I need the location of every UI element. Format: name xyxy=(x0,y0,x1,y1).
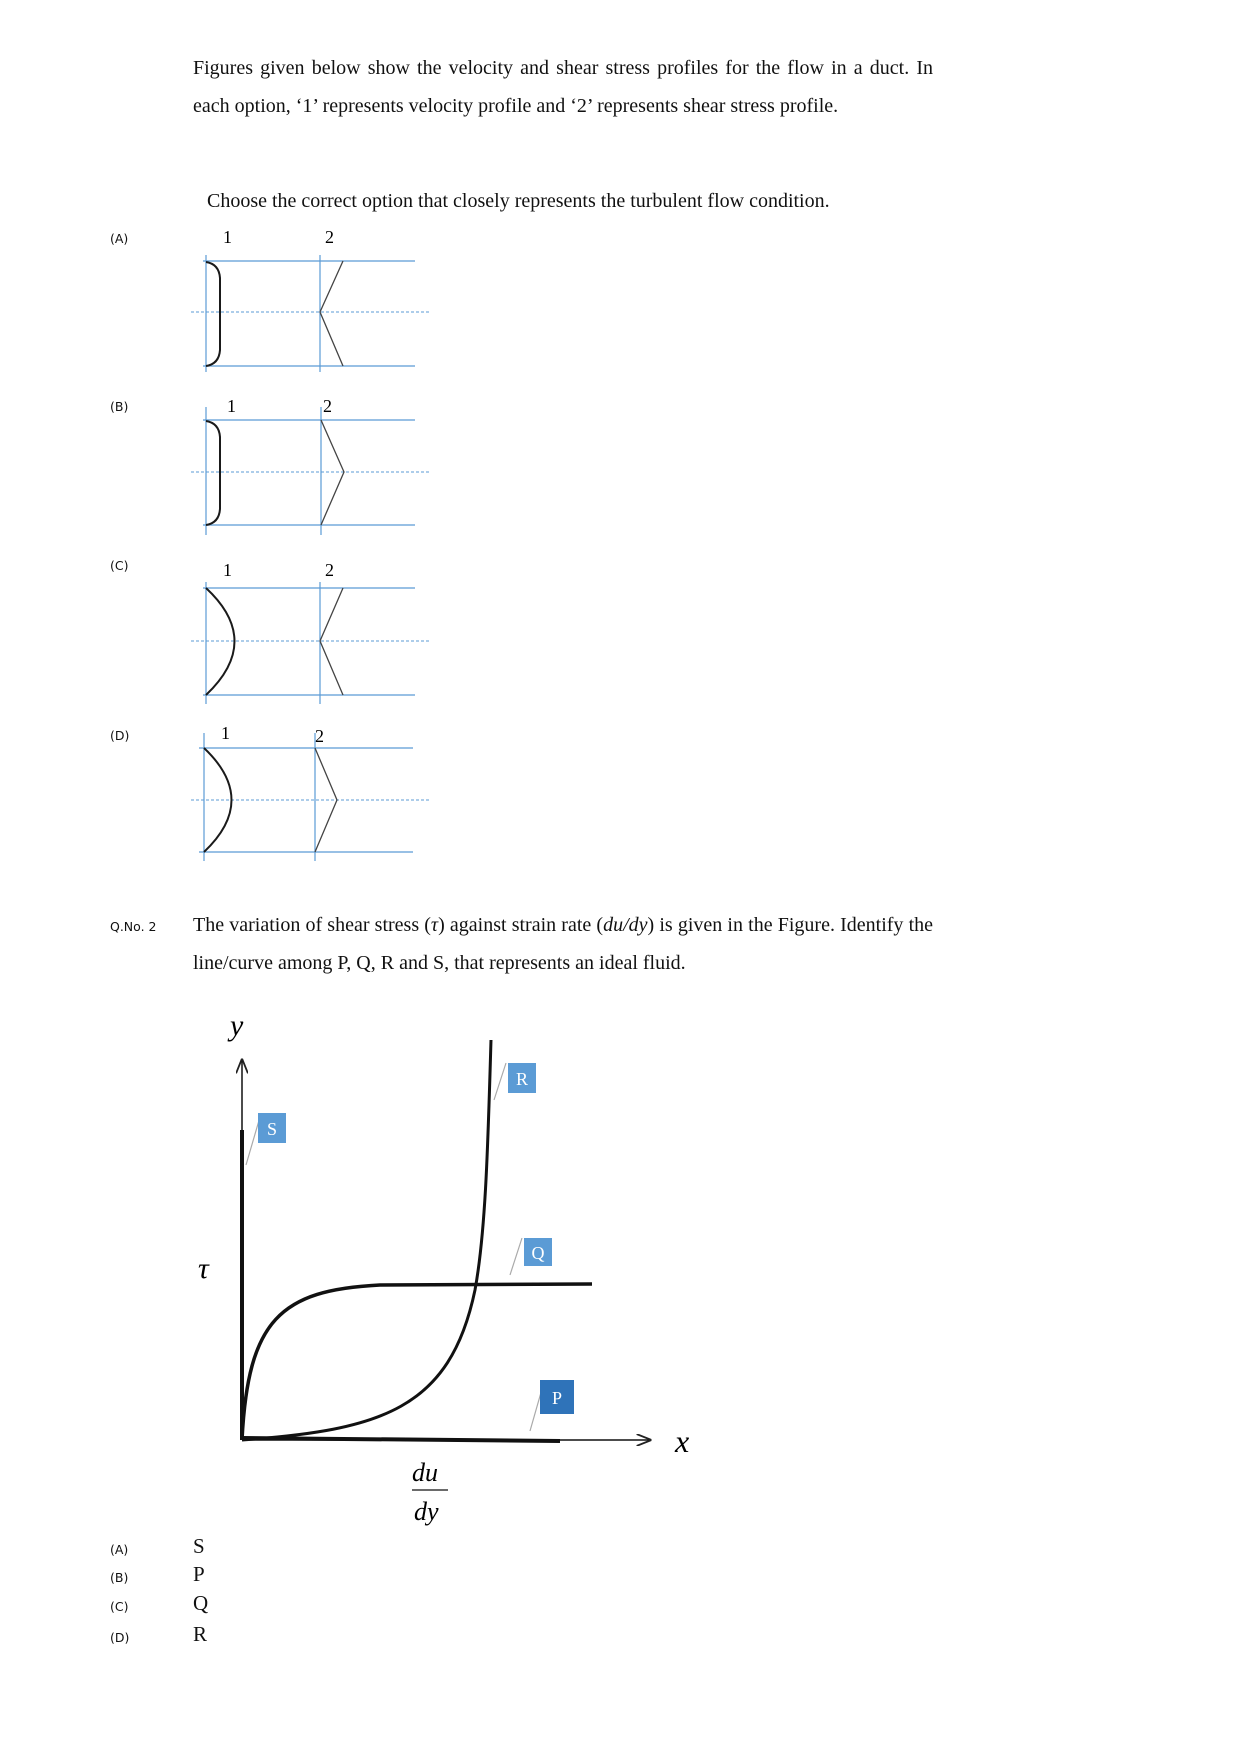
q2-number: Q.No. 2 xyxy=(110,919,157,934)
q1-option-d-label: (D) xyxy=(110,728,130,743)
shear-profile-number: 2 xyxy=(315,726,324,746)
shear-profile-number: 2 xyxy=(325,227,334,247)
q1-option-c-figure xyxy=(185,548,445,708)
q1-option-b-label: (B) xyxy=(110,399,129,414)
shear-profile-number: 2 xyxy=(323,396,332,416)
q2-option-a-value: S xyxy=(193,1534,205,1558)
velocity-profile-number: 1 xyxy=(227,396,236,416)
curve-q-line xyxy=(242,1284,592,1440)
curve-s-label xyxy=(258,1113,286,1143)
q1-option-a-figure xyxy=(185,220,445,380)
q1-option-c-label: (C) xyxy=(110,558,129,573)
velocity-profile-1 xyxy=(206,262,220,366)
q2-option-b-label: (B) xyxy=(110,1570,129,1585)
q2-option-d-label: (D) xyxy=(110,1630,130,1645)
dy-label: dy xyxy=(414,1497,439,1526)
x-axis-label: x xyxy=(675,1423,690,1459)
y-axis-label: y xyxy=(230,1009,244,1042)
r-leader xyxy=(494,1063,506,1100)
q1-instruction: Choose the correct option that closely represents the turbulent flow condition. xyxy=(207,190,830,212)
velocity-profile-1 xyxy=(206,421,220,525)
q2-option-d-value: R xyxy=(193,1622,208,1646)
shear-profile-number: 2 xyxy=(325,560,334,580)
q1-option-d-figure xyxy=(185,715,445,875)
q2-option-c-label: (C) xyxy=(110,1599,129,1614)
svg-text:Q: Q xyxy=(531,1243,545,1263)
shear-stress-profile-2 xyxy=(320,261,343,366)
velocity-profile-1 xyxy=(206,588,235,695)
shear-stress-vs-strain-rate-graph xyxy=(180,990,740,1550)
q1-option-a-label: (A) xyxy=(110,231,129,246)
q2-option-c-value: Q xyxy=(193,1591,209,1615)
q2-option-a-label: (A) xyxy=(110,1542,129,1557)
svg-text:S: S xyxy=(266,1119,278,1139)
curve-q-label xyxy=(524,1238,552,1266)
svg-text:R: R xyxy=(515,1069,529,1089)
svg-text:P: P xyxy=(551,1388,563,1408)
q1-stem: Figures given below show the velocity and shear stress profiles for the flow in a duct. In each option, ‘1’ represents velocity profile and ‘2’ represents shear stress profile. xyxy=(193,57,933,117)
curve-r-line xyxy=(242,1040,491,1440)
q1-option-b-figure xyxy=(185,385,445,545)
velocity-profile-number: 1 xyxy=(221,723,230,743)
q2-option-b-value: P xyxy=(193,1562,205,1586)
curve-p-label xyxy=(540,1380,574,1414)
tau-label: τ xyxy=(198,1252,209,1285)
velocity-profile-number: 1 xyxy=(223,227,232,247)
velocity-profile-number: 1 xyxy=(223,560,232,580)
s-leader xyxy=(246,1117,260,1165)
q-leader xyxy=(510,1238,522,1275)
curve-r-label xyxy=(508,1063,536,1093)
q2-stem: The variation of shear stress (τ) against strain rate (du/dy) is given in the Figure. Identify the line/curve among P, Q, R and S, that represents an ideal fluid. xyxy=(193,914,934,974)
du-label: du xyxy=(412,1458,438,1487)
